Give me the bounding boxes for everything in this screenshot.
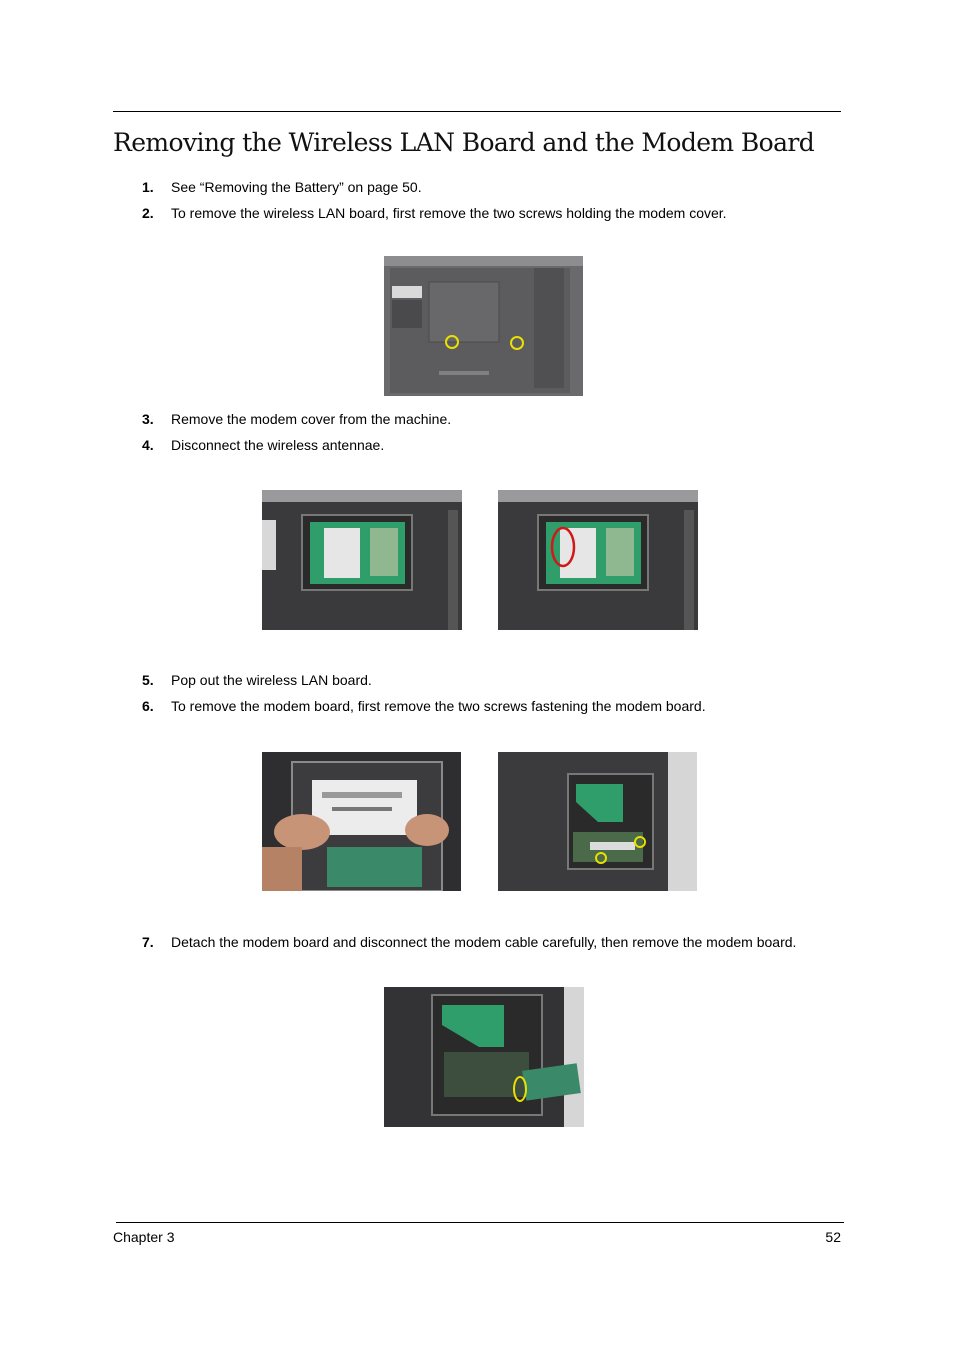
photo-modem-cover-screws xyxy=(384,256,583,396)
step-text: To remove the modem board, first remove the two screws fastening the modem board. xyxy=(171,698,706,714)
step-number: 6. xyxy=(142,698,154,714)
page-title: Removing the Wireless LAN Board and the Modem Board xyxy=(113,128,815,157)
photo-modem-board-screws xyxy=(498,752,697,891)
step-text: Remove the modem cover from the machine. xyxy=(171,411,452,427)
photo-wlan-compartment xyxy=(262,490,462,630)
footer-page-number: 52 xyxy=(825,1229,841,1245)
step-text: To remove the wireless LAN board, first remove the two screws holding the modem cover. xyxy=(171,205,727,221)
step-text: See “Removing the Battery” on page 50. xyxy=(171,179,422,195)
photo-modem-board-removed xyxy=(384,987,584,1127)
header-rule xyxy=(113,111,841,112)
step-text: Disconnect the wireless antennae. xyxy=(171,437,385,453)
step-number: 4. xyxy=(142,437,154,453)
step-text: Detach the modem board and disconnect the modem cable carefully, then remove the modem board. xyxy=(171,934,797,950)
step-number: 1. xyxy=(142,179,154,195)
step-number: 2. xyxy=(142,205,154,221)
step-number: 3. xyxy=(142,411,154,427)
step-number: 7. xyxy=(142,934,154,950)
photo-wlan-antennae xyxy=(498,490,698,630)
footer-rule xyxy=(116,1222,844,1223)
step-text: Pop out the wireless LAN board. xyxy=(171,672,372,688)
photo-pop-out-wlan xyxy=(262,752,461,891)
footer-chapter: Chapter 3 xyxy=(113,1229,175,1245)
step-number: 5. xyxy=(142,672,154,688)
